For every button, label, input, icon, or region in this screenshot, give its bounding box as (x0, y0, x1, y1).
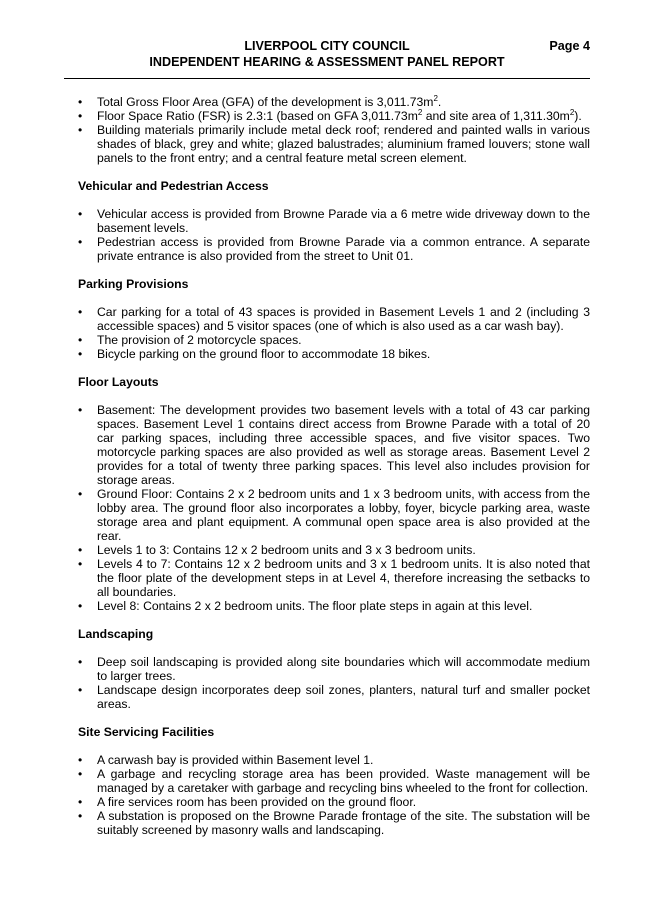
list-item: • Pedestrian access is provided from Browne Parade via a common entrance. A separate private entrance is also provided from the street to Unit 01. (78, 235, 590, 263)
document-body (78, 95, 590, 837)
list-item: • Bicycle parking on the ground floor to accommodate 18 bikes. (78, 347, 590, 361)
list-item: • Car parking for a total of 43 spaces is provided in Basement Levels 1 and 2 (including 3 accessible spaces) and 5 visitor spaces (one of which is also used as a car wash bay). (78, 305, 590, 333)
list-item: • A substation is proposed on the Browne Parade frontage of the site. The substation will be suitably screened by masonry walls and landscaping. (78, 809, 590, 837)
gfa-sup: 2 (433, 93, 438, 103)
list-item-gfa (78, 95, 590, 109)
section-heading-floor-layouts: Floor Layouts (78, 375, 159, 389)
list-item: • The provision of 2 motorcycle spaces. (78, 333, 590, 347)
section-heading-landscaping: Landscaping (78, 627, 154, 641)
list-item-materials: • Building materials primarily include metal deck roof; rendered and painted walls in various shades of black, grey and white; glazed balustrades; aluminium framed louvers; stone wall panels to the front entry; and a central feature metal screen element. (78, 123, 590, 165)
section-heading-site-servicing: Site Servicing Facilities (78, 725, 215, 739)
list-item: • A carwash bay is provided within Basement level 1. (78, 753, 590, 767)
header-divider (64, 78, 590, 79)
list-item: • Basement: The development provides two basement levels with a total of 43 car parking spaces. Basement Level 1 contains direct access from Browne Parade with a total of 20 car parking spaces, including three accessible spaces, and five visitor spaces. Two motorcycle parking spaces are also provided as well as storage areas. Basement Level 2 provides for a total of twenty three parking spaces. This level also includes provision for storage areas. (78, 403, 590, 487)
list-item: • Levels 4 to 7: Contains 12 x 2 bedroom units and 3 x 1 bedroom units. It is also noted that the floor plate of the development steps in at Level 4, therefore increasing the setbacks to all boundaries. (78, 557, 590, 599)
floor-layouts-list (78, 403, 590, 613)
intro-list (78, 95, 590, 165)
fsr-text: Floor Space Ratio (FSR) is 2.3:1 (based on GFA 3,011.73m (97, 109, 418, 123)
fsr-sup-2: 2 (569, 107, 575, 117)
page-header (64, 38, 590, 70)
section-heading-parking: Parking Provisions (78, 277, 189, 291)
list-item: • Landscape design incorporates deep soil zones, planters, natural turf and smaller pocket areas. (78, 683, 590, 711)
list-item: • Level 8: Contains 2 x 2 bedroom units. The floor plate steps in again at this level. (78, 599, 590, 613)
council-name: LIVERPOOL CITY COUNCIL (244, 39, 410, 53)
header-line-1 (64, 38, 590, 54)
list-item: • Levels 1 to 3: Contains 12 x 2 bedroom units and 3 x 3 bedroom units. (78, 543, 590, 557)
page-number: Page 4 (549, 39, 590, 53)
report-title: INDEPENDENT HEARING & ASSESSMENT PANEL REPORT (149, 55, 505, 69)
list-item: • Ground Floor: Contains 2 x 2 bedroom units and 1 x 3 bedroom units, with access from the lobby area. The ground floor also incorporates a lobby, foyer, bicycle parking area, waste storage area and plant equipment. A communal open space area is also provided at the rear. (78, 487, 590, 543)
access-list (78, 207, 590, 263)
list-item-fsr (78, 109, 590, 123)
gfa-end: . (437, 95, 442, 109)
site-servicing-list (78, 753, 590, 837)
fsr-mid: and site area of 1,311.30m (422, 109, 570, 123)
list-item: • Deep soil landscaping is provided along site boundaries which will accommodate medium to larger trees. (78, 655, 590, 683)
list-item: • A garbage and recycling storage area has been provided. Waste management will be managed by a caretaker with garbage and recycling bins wheeled to the front for collection. (78, 767, 590, 795)
gfa-text: Total Gross Floor Area (GFA) of the development is 3,011.73m (97, 95, 434, 109)
parking-list (78, 305, 590, 361)
section-heading-access: Vehicular and Pedestrian Access (78, 179, 269, 193)
landscaping-list (78, 655, 590, 711)
fsr-end: ). (574, 109, 582, 123)
fsr-sup: 2 (417, 107, 423, 117)
list-item: • A fire services room has been provided on the ground floor. (78, 795, 590, 809)
list-item: • Vehicular access is provided from Browne Parade via a 6 metre wide driveway down to the basement levels. (78, 207, 590, 235)
